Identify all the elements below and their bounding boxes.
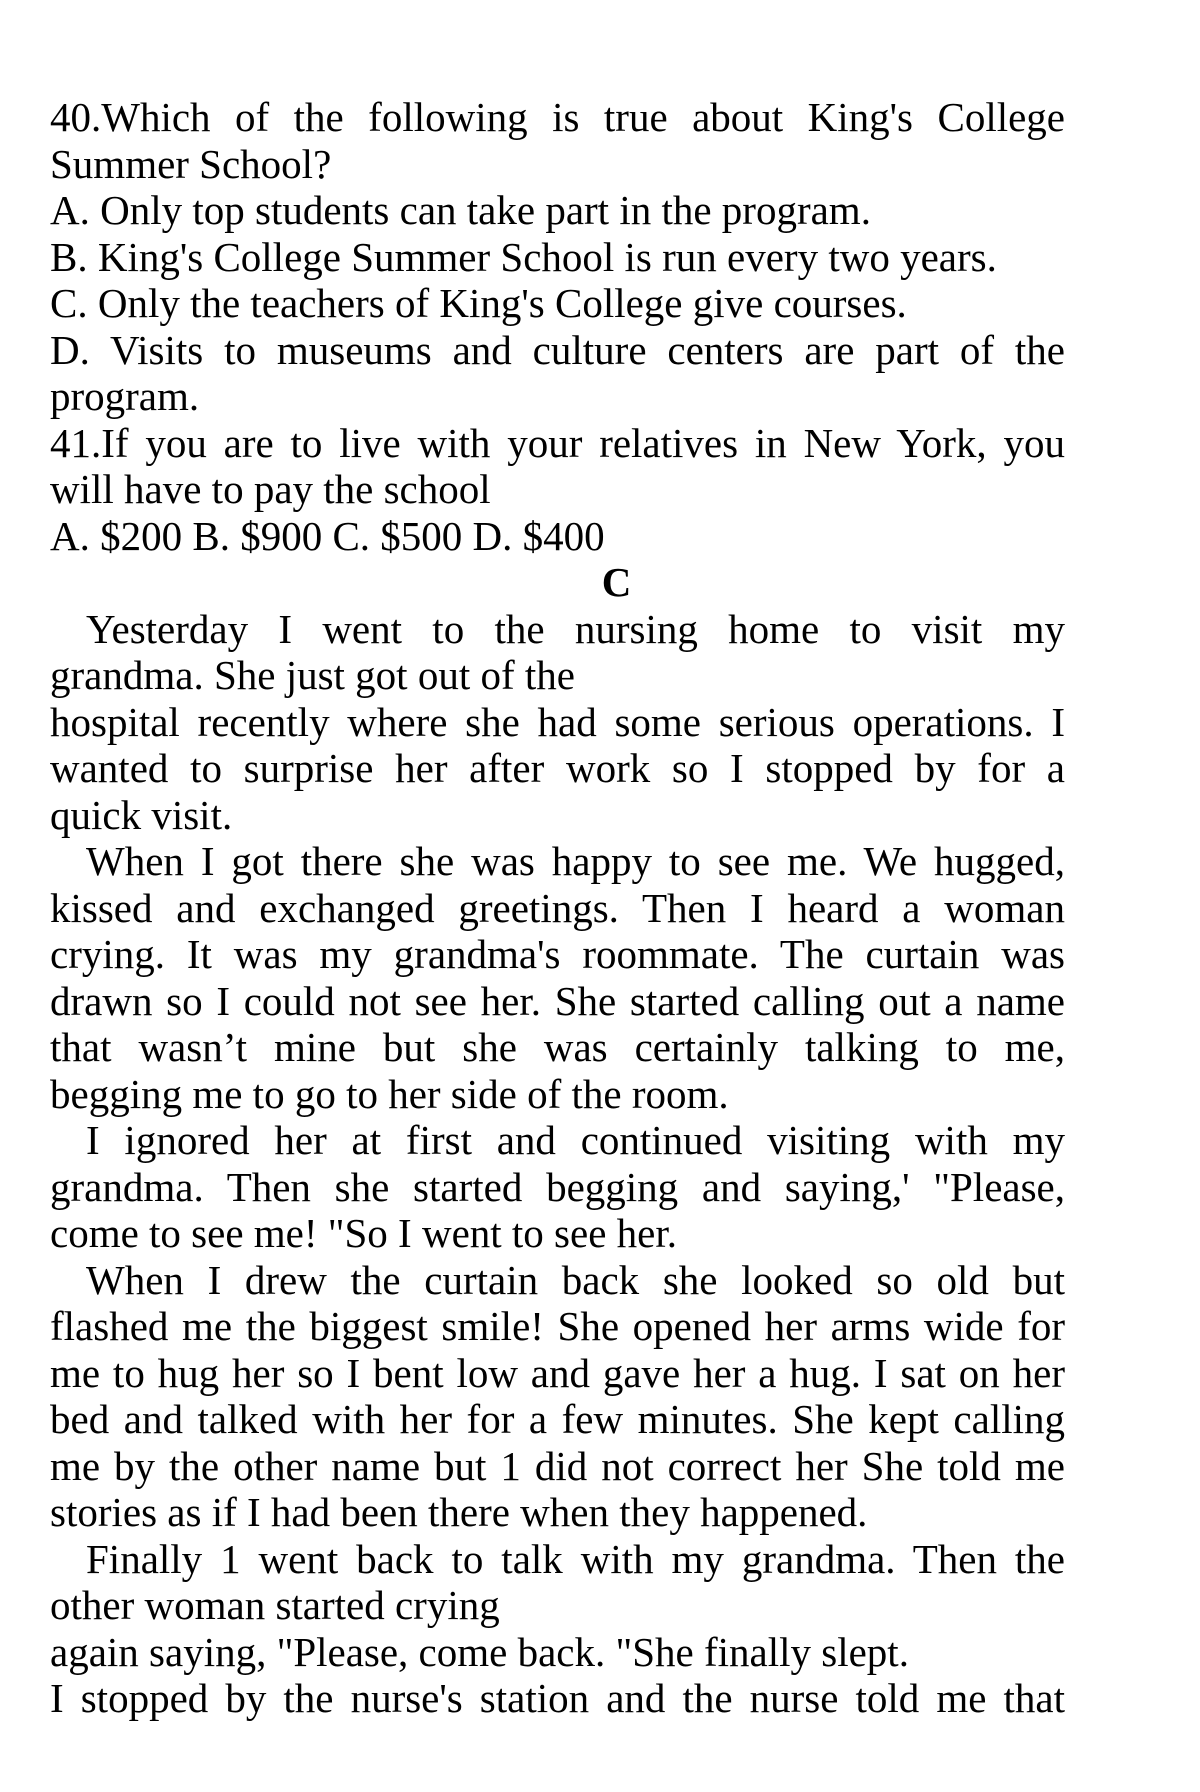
text-line: grandma. Then she started begging and saying,' "Please, <box>50 1163 1065 1210</box>
text-line: me by the other name but 1 did not correct her She told me <box>50 1442 1065 1489</box>
text-line: hospital recently where she had some serious operations. I <box>50 698 1065 745</box>
text-line: C. Only the teachers of King's College give courses. <box>50 280 907 326</box>
text-line: drawn so I could not see her. She started calling out a name <box>50 977 1065 1024</box>
text-line: bed and talked with her for a few minutes. She kept calling <box>50 1396 1065 1442</box>
text-line: I ignored her at first and continued visiting with my <box>86 1117 1065 1163</box>
text-line: grandma. She just got out of the <box>50 652 575 698</box>
text-line: When I got there she was happy to see me. We hugged, <box>86 838 1065 884</box>
text-line: that wasn’t mine but she was certainly talking to me, <box>50 1024 1065 1070</box>
text-line: other woman started crying <box>50 1582 500 1628</box>
text-line: I stopped by the nurse's station and the nurse told me that <box>50 1675 1065 1721</box>
text-line: 41.If you are to live with your relatives in New York, you <box>50 419 1065 466</box>
text-line: begging me to go to her side of the room. <box>50 1070 729 1117</box>
text-line: Finally 1 went back to talk with my grandma. Then the <box>86 1535 1065 1582</box>
text-line: me to hug her so I bent low and gave her a hug. I sat on her <box>50 1349 1065 1396</box>
text-line: Summer School? <box>50 140 332 187</box>
text-line: flashed me the biggest smile! She opened her arms wide for <box>50 1303 1065 1349</box>
section-heading: C <box>601 559 632 605</box>
text-line: D. Visits to museums and culture centers are part of the <box>50 326 1065 373</box>
text-line: A. $200 B. $900 C. $500 D. $400 <box>50 512 605 559</box>
text-line: Yesterday I went to the nursing home to visit my <box>86 605 1065 652</box>
text-line: crying. It was my grandma's roommate. The curtain was <box>50 931 1065 977</box>
text-line: come to see me! "So I went to see her. <box>50 1210 677 1256</box>
text-line: again saying, "Please, come back. "She finally slept. <box>50 1628 909 1675</box>
text-line: 40.Which of the following is true about King's College <box>50 94 1065 140</box>
text-line: kissed and exchanged greetings. Then I heard a woman <box>50 884 1065 931</box>
text-line: quick visit. <box>50 791 233 838</box>
text-line: program. <box>50 373 200 419</box>
text-line: When I drew the curtain back she looked so old but <box>86 1256 1065 1303</box>
text-line: A. Only top students can take part in the program. <box>50 187 871 233</box>
text-line: will have to pay the school <box>50 466 491 512</box>
text-line: B. King's College Summer School is run every two years. <box>50 233 997 280</box>
text-line: wanted to surprise her after work so I stopped by for a <box>50 745 1065 791</box>
text-line: stories as if I had been there when they happened. <box>50 1489 868 1535</box>
text-lines <box>50 94 1065 1722</box>
